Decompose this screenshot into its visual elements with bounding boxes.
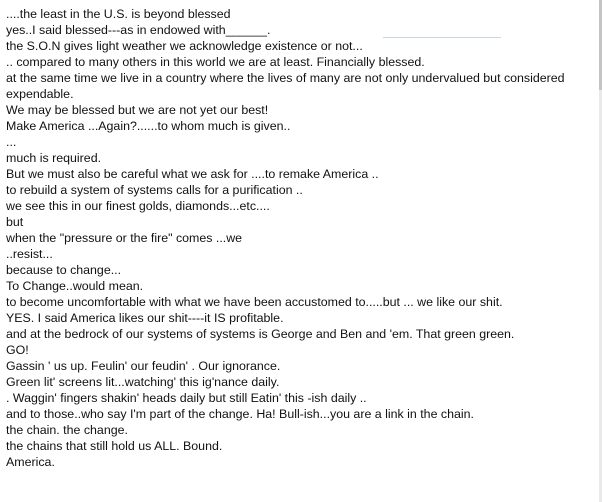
text-line: ... — [6, 135, 17, 149]
text-line: ..resist... — [6, 247, 53, 261]
text-line: . Waggin' fingers shakin' heads daily but still Eatin' this -ish daily .. — [6, 391, 367, 405]
text-line: to become uncomfortable with what we have been accustomed to.....but ... we like our shit. — [6, 295, 503, 309]
text-line: and at the bedrock of our systems of systems is George and Ben and 'em. That green green. — [6, 327, 515, 341]
text-line: YES. I said America likes our shit----it IS profitable. — [6, 311, 284, 325]
text-line: and to those..who say I'm part of the change. Ha! Bull-ish...you are a link in the chain. — [6, 407, 474, 421]
text-line: much is required. — [6, 151, 102, 165]
text-line: because to change... — [6, 263, 122, 277]
selection-underline — [383, 37, 501, 38]
text-line: we see this in our finest golds, diamonds...etc.... — [6, 199, 270, 213]
text-line: the chain. the change. — [6, 423, 128, 437]
text-line: To Change..would mean. — [6, 279, 144, 293]
document-body — [6, 6, 598, 470]
text-line: But we must also be careful what we ask for ....to remake America .. — [6, 167, 379, 181]
text-line: Gassin ' us up. Feulin' our feudin' . Our ignorance. — [6, 359, 281, 373]
text-line: at the same time we live in a country where the lives of many are not only undervalued but considered expendable. — [6, 71, 565, 101]
text-line: .. compared to many others in this world we are at least. Financially blessed. — [6, 55, 425, 69]
text-line: ....the least in the U.S. is beyond blessed — [6, 7, 231, 21]
text-line: the S.O.N gives light weather we acknowledge existence or not... — [6, 39, 363, 53]
text-line: yes..I said blessed---as in endowed with______. — [6, 23, 271, 37]
text-line: when the "pressure or the fire" comes ...we — [6, 231, 243, 245]
text-line: but — [6, 215, 24, 229]
text-line: We may be blessed but we are not yet our best! — [6, 103, 269, 117]
text-line: the chains that still hold us ALL. Bound. — [6, 439, 223, 453]
text-line: Green lit' screens lit...watching' this ig'nance daily. — [6, 375, 280, 389]
text-line: GO! — [6, 343, 29, 357]
text-line: Make America ...Again?......to whom much is given.. — [6, 119, 291, 133]
text-line: America. — [6, 455, 55, 469]
text-line: to rebuild a system of systems calls for a purification .. — [6, 183, 303, 197]
